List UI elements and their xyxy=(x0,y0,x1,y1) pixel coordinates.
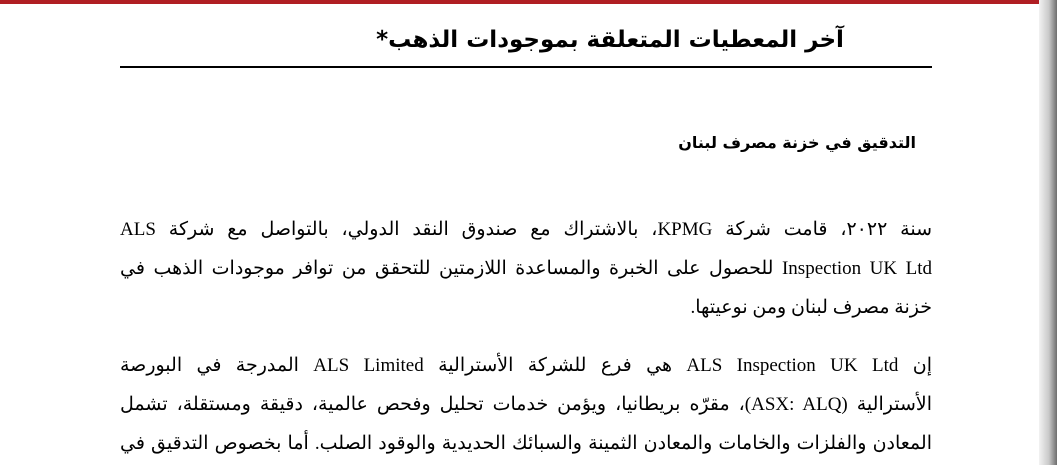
paragraph-1 xyxy=(120,210,932,327)
paragraph-1-line-3: خزنة مصرف لبنان ومن نوعيتها. xyxy=(690,297,932,318)
paragraph-2-line-1: إن ALS Inspection UK Ltd هي فرع للشركة الأسترالية ALS Limited المدرجة في البورصة xyxy=(120,355,932,376)
document-title: آخر المعطيات المتعلقة بموجودات الذهب* xyxy=(376,27,844,53)
paragraph-1-line-1: سنة ٢٠٢٢، قامت شركة KPMG، بالاشتراك مع صندوق النقد الدولي، بالتواصل مع شركة ALS xyxy=(120,219,933,240)
paragraph-2-line-2: الأسترالية (ASX: ALQ)، مقرّه بريطانيا، ويؤمن خدمات تحليل وفحص عالمية، دقيقة ومستقلة، تشمل xyxy=(120,394,932,415)
section-heading: التدقيق في خزنة مصرف لبنان xyxy=(678,133,916,152)
viewer-right-edge-shadow xyxy=(1039,0,1057,465)
document-page xyxy=(0,4,1040,465)
paragraph-2 xyxy=(120,346,932,463)
paragraph-1-line-2: Inspection UK Ltd للحصول على الخبرة والمساعدة اللازمتين للتحقق من توافر موجودات الذهب في xyxy=(120,258,932,279)
title-underline-divider xyxy=(120,66,932,68)
paragraph-2-line-3: المعادن والفلزات والخامات والمعادن الثمينة والسبائك الحديدية والوقود الصلب. أما بخصوص التدقيق في xyxy=(120,433,932,454)
